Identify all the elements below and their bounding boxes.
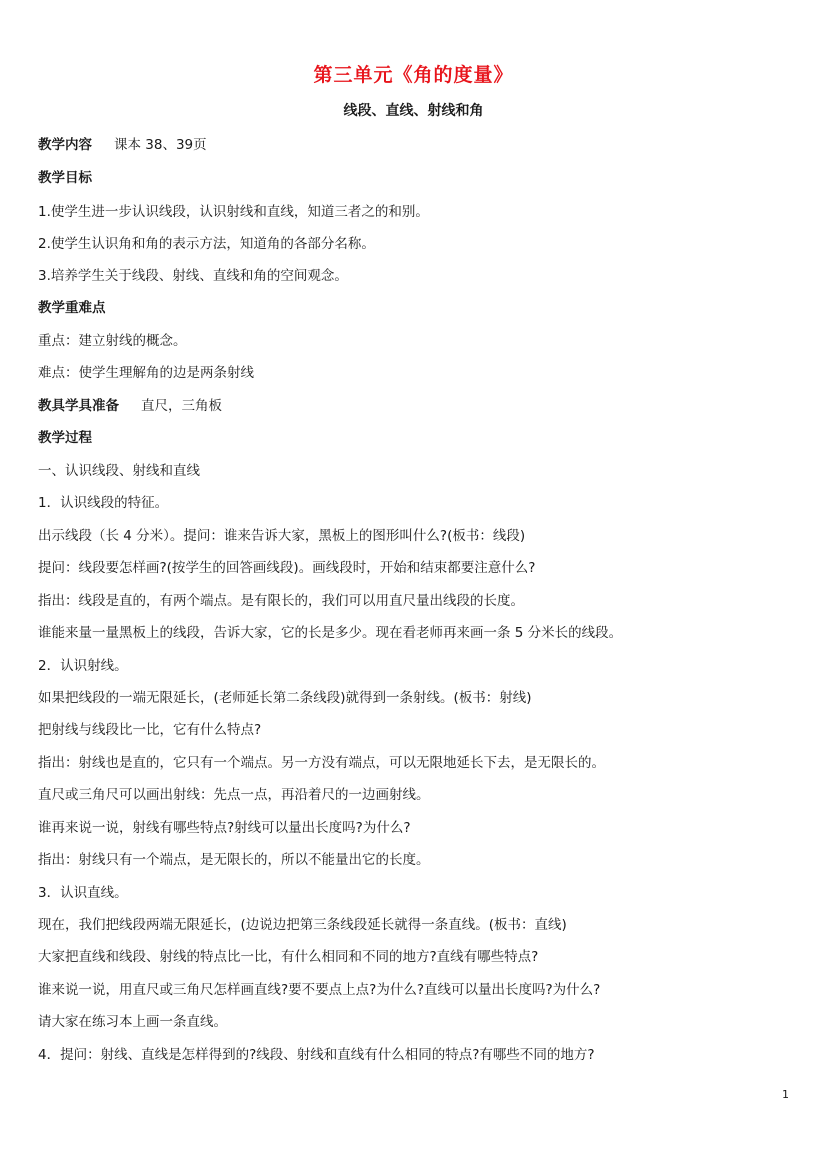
content-value: 课本 38、39页	[114, 137, 207, 153]
goal-item: 2.使学生认识角和角的表示方法，知道角的各部分名称。	[38, 236, 375, 252]
content-line	[38, 133, 207, 153]
goals-heading: 教学目标	[38, 170, 92, 186]
goal-item: 1.使学生进一步认识线段，认识射线和直线，知道三者之的和别。	[38, 204, 429, 220]
process-line: 谁能来量一量黑板上的线段，告诉大家，它的长是多少。现在看老师再来画一条 5 分米长的线段。	[38, 625, 623, 641]
process-line: 大家把直线和线段、射线的特点比一比，有什么相同和不同的地方?直线有哪些特点?	[38, 949, 539, 965]
key-point: 重点：建立射线的概念。	[38, 333, 187, 349]
process-line: 4．提问：射线、直线是怎样得到的?线段、射线和直线有什么相同的特点?有哪些不同的地方?	[38, 1047, 595, 1063]
difficult-point: 难点：使学生理解角的边是两条射线	[38, 365, 254, 381]
process-line: 一、认识线段、射线和直线	[38, 463, 200, 479]
page-number: 1	[782, 1088, 789, 1101]
content-heading: 教学内容	[38, 137, 92, 153]
goal-item: 3.培养学生关于线段、射线、直线和角的空间观念。	[38, 268, 348, 284]
process-line: 提问：线段要怎样画?(按学生的回答画线段)。画线段时，开始和结束都要注意什么?	[38, 560, 536, 576]
keypoints-heading: 教学重难点	[38, 300, 106, 316]
process-line: 现在，我们把线段两端无限延长，(边说边把第三条线段延长就得一条直线。(板书：直线)	[38, 917, 567, 933]
document-title: 第三单元《角的度量》	[313, 64, 514, 86]
process-line: 谁再来说一说，射线有哪些特点?射线可以量出长度吗?为什么?	[38, 820, 411, 836]
document-subtitle: 线段、直线、射线和角	[343, 103, 484, 119]
process-line: 把射线与线段比一比，它有什么特点?	[38, 722, 262, 738]
process-line: 如果把线段的一端无限延长，(老师延长第二条线段)就得到一条射线。(板书：射线)	[38, 690, 532, 706]
process-line: 2．认识射线。	[38, 658, 128, 674]
process-line: 请大家在练习本上画一条直线。	[38, 1014, 227, 1030]
process-line: 指出：线段是直的，有两个端点。是有限长的，我们可以用直尺量出线段的长度。	[38, 593, 524, 609]
process-line: 3．认识直线。	[38, 885, 128, 901]
process-line: 谁来说一说，用直尺或三角尺怎样画直线?要不要点上点?为什么?直线可以量出长度吗?为什么?	[38, 982, 601, 998]
tools-heading: 教具学具准备	[38, 398, 119, 414]
process-line: 直尺或三角尺可以画出射线：先点一点，再沿着尺的一边画射线。	[38, 787, 430, 803]
process-heading: 教学过程	[38, 430, 92, 446]
process-line: 出示线段（长 4 分米）。提问：谁来告诉大家，黑板上的图形叫什么?(板书：线段)	[38, 528, 526, 544]
tools-value: 直尺，三角板	[141, 398, 222, 414]
process-line: 1．认识线段的特征。	[38, 495, 169, 511]
process-line: 指出：射线只有一个端点，是无限长的，所以不能量出它的长度。	[38, 852, 430, 868]
process-line: 指出：射线也是直的，它只有一个端点。另一方没有端点，可以无限地延长下去，是无限长的。	[38, 755, 605, 771]
tools-line	[38, 394, 222, 414]
